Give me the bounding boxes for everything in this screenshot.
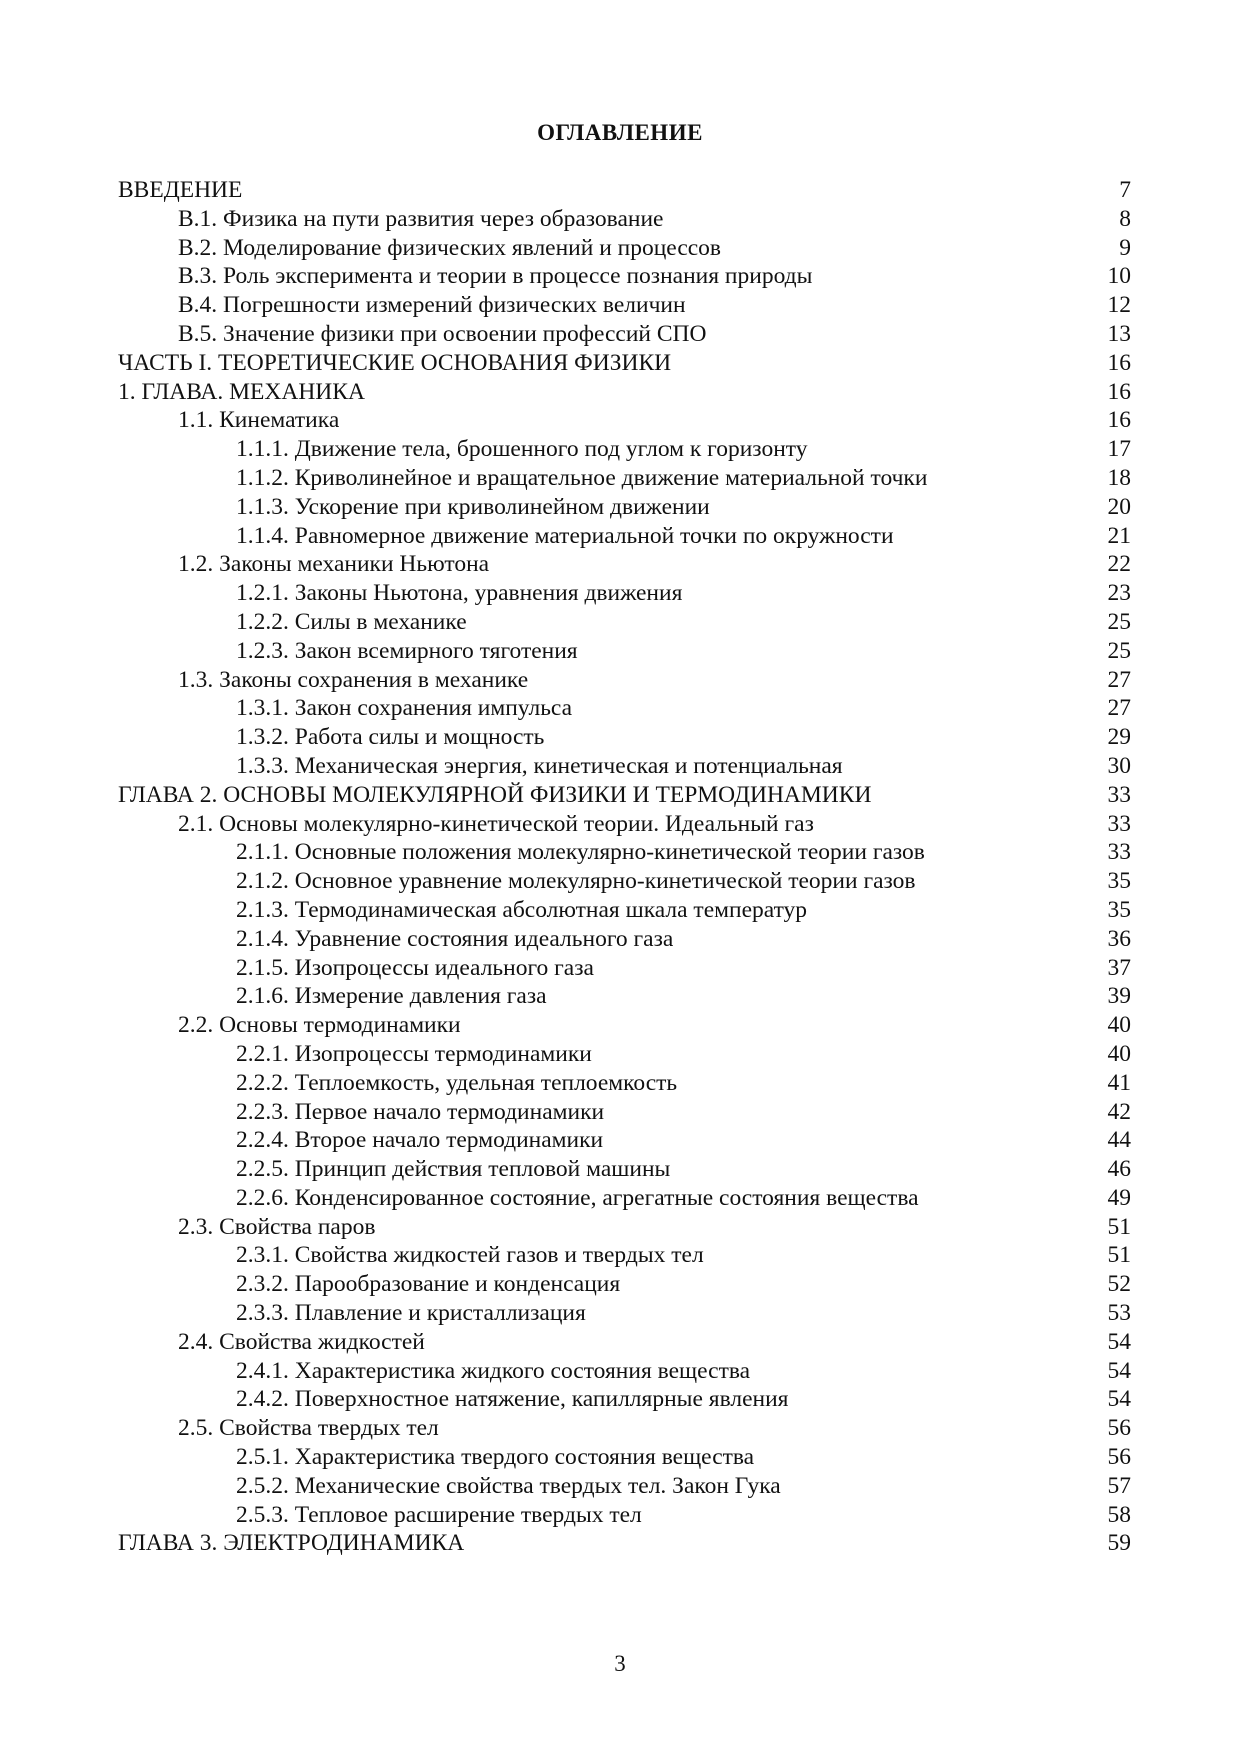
toc-entry[interactable] (118, 262, 1131, 291)
toc-entry-page: 17 (1107, 436, 1131, 463)
toc-entry[interactable] (118, 982, 1131, 1011)
toc-entry-title: ЧАСТЬ I. ТЕОРЕТИЧЕСКИЕ ОСНОВАНИЯ ФИЗИКИ (118, 349, 672, 376)
toc-entry-title: 2.4.2. Поверхностное натяжение, капиллярные явления (236, 1386, 789, 1413)
toc-entry[interactable] (118, 1098, 1131, 1127)
toc-entry-page: 41 (1107, 1069, 1131, 1096)
toc-entry[interactable] (118, 1385, 1131, 1414)
toc-entry-page: 30 (1107, 752, 1131, 779)
toc-entry-title: 1.1. Кинематика (178, 407, 340, 434)
toc-entry[interactable] (118, 1501, 1131, 1530)
toc-entry-title: 2.1.1. Основные положения молекулярно-кинетической теории газов (236, 839, 925, 866)
toc-entry[interactable] (118, 1299, 1131, 1328)
toc-entry-page: 56 (1107, 1444, 1131, 1471)
toc-entry[interactable] (118, 694, 1131, 723)
toc-entry-page: 51 (1107, 1242, 1131, 1269)
toc-entry-page: 21 (1107, 522, 1131, 549)
toc-entry[interactable] (118, 1529, 1131, 1558)
toc-entry-title: 2.5.1. Характеристика твердого состояния вещества (236, 1444, 755, 1471)
toc-entry-title: 2.3.2. Парообразование и конденсация (236, 1271, 621, 1298)
toc-entry-page: 57 (1107, 1472, 1131, 1499)
toc-entry-title: 1.3.2. Работа силы и мощность (236, 724, 545, 751)
toc-entry-title: 2.2.2. Теплоемкость, удельная теплоемкость (236, 1069, 678, 1096)
toc-entry-page: 35 (1107, 868, 1131, 895)
toc-entry-page: 27 (1107, 666, 1131, 693)
toc-entry-page: 49 (1107, 1184, 1131, 1211)
toc-entry-page: 58 (1107, 1501, 1131, 1528)
toc-entry-title: 1. ГЛАВА. МЕХАНИКА (118, 378, 365, 405)
toc-entry-title: 2.5. Свойства твердых тел (178, 1415, 439, 1442)
toc-entry-title: ГЛАВА 3. ЭЛЕКТРОДИНАМИКА (118, 1530, 465, 1557)
toc-entry-title: 2.5.3. Тепловое расширение твердых тел (236, 1501, 642, 1528)
toc-entry[interactable] (118, 723, 1131, 752)
toc-entry[interactable] (118, 608, 1131, 637)
toc-entry[interactable] (118, 810, 1131, 839)
toc-entry[interactable] (118, 550, 1131, 579)
toc-entry-title: 2.2.6. Конденсированное состояние, агрегатные состояния вещества (236, 1184, 919, 1211)
toc-entry[interactable] (118, 205, 1131, 234)
page-number: 3 (614, 1651, 626, 1676)
toc-entry-page: 40 (1107, 1012, 1131, 1039)
toc-entry-page: 59 (1107, 1530, 1131, 1557)
toc-entry-page: 53 (1107, 1300, 1131, 1327)
toc-entry-page: 33 (1107, 839, 1131, 866)
toc-entry-page: 54 (1107, 1357, 1131, 1384)
toc-entry-title: В.5. Значение физики при освоении профессий СПО (178, 320, 707, 347)
toc-entry[interactable] (118, 954, 1131, 983)
toc-entry-title: 2.1. Основы молекулярно-кинетической теории. Идеальный газ (178, 810, 814, 837)
toc-entry-title: 2.3. Свойства паров (178, 1213, 376, 1240)
toc-entry-title: 1.3.1. Закон сохранения импульса (236, 695, 573, 722)
toc-entry-page: 20 (1107, 493, 1131, 520)
toc-entry-page: 25 (1107, 637, 1131, 664)
toc-entry[interactable] (118, 349, 1131, 378)
toc-entry-title: В.2. Моделирование физических явлений и процессов (178, 234, 722, 261)
toc-entry-title: 2.1.3. Термодинамическая абсолютная шкала температур (236, 896, 808, 923)
toc-entry-page: 35 (1107, 896, 1131, 923)
toc-entry-title: 2.2.4. Второе начало термодинамики (236, 1127, 604, 1154)
toc-entry[interactable] (118, 234, 1131, 263)
toc-entry[interactable] (118, 1155, 1131, 1184)
toc-entry-title: 2.1.4. Уравнение состояния идеального газа (236, 925, 674, 952)
toc-entry-page: 12 (1107, 292, 1131, 319)
toc-entry-title: 2.5.2. Механические свойства твердых тел. Закон Гука (236, 1472, 781, 1499)
toc-entry[interactable] (118, 1184, 1131, 1213)
toc-entry[interactable] (118, 176, 1131, 205)
toc-entry-page: 36 (1107, 925, 1131, 952)
toc-entry[interactable] (118, 1126, 1131, 1155)
toc-entry-page: 10 (1107, 263, 1131, 290)
toc-entry-page: 52 (1107, 1271, 1131, 1298)
toc-entry[interactable] (118, 1241, 1131, 1270)
toc-entry[interactable] (118, 522, 1131, 551)
toc-entry-title: В.1. Физика на пути развития через образование (178, 205, 664, 232)
toc-entry[interactable] (118, 1270, 1131, 1299)
toc-entry-title: 1.1.2. Криволинейное и вращательное движение материальной точки (236, 464, 928, 491)
toc-entry-page: 44 (1107, 1127, 1131, 1154)
toc-entry-title: 2.1.2. Основное уравнение молекулярно-кинетической теории газов (236, 868, 916, 895)
toc-entry-page: 54 (1107, 1386, 1131, 1413)
toc-entry[interactable] (118, 406, 1131, 435)
toc-entry-page: 51 (1107, 1213, 1131, 1240)
table-of-contents (118, 176, 1131, 1558)
toc-entry-title: 1.2. Законы механики Ньютона (178, 551, 490, 578)
toc-entry-title: 2.1.5. Изопроцессы идеального газа (236, 954, 594, 981)
toc-entry-page: 23 (1107, 580, 1131, 607)
toc-entry[interactable] (118, 637, 1131, 666)
toc-entry-title: 1.1.3. Ускорение при криволинейном движении (236, 493, 710, 520)
toc-entry-title: ГЛАВА 2. ОСНОВЫ МОЛЕКУЛЯРНОЙ ФИЗИКИ И ТЕРМОДИНАМИКИ (118, 781, 872, 808)
toc-entry-title: 2.2.3. Первое начало термодинамики (236, 1098, 605, 1125)
toc-entry-title: 1.1.4. Равномерное движение материальной точки по окружности (236, 522, 894, 549)
toc-entry-page: 13 (1107, 320, 1131, 347)
toc-entry[interactable] (118, 579, 1131, 608)
toc-entry-title: ВВЕДЕНИЕ (118, 177, 243, 203)
toc-entry-title: 1.2.3. Закон всемирного тяготения (236, 637, 578, 664)
toc-entry[interactable] (118, 320, 1131, 349)
toc-entry-title: 1.2.1. Законы Ньютона, уравнения движения (236, 580, 683, 607)
toc-entry-page: 16 (1107, 349, 1131, 376)
toc-entry-title: 2.2. Основы термодинамики (178, 1012, 461, 1039)
toc-entry[interactable] (118, 1040, 1131, 1069)
toc-entry-page: 42 (1107, 1098, 1131, 1125)
toc-entry-title: 1.1.1. Движение тела, брошенного под углом к горизонту (236, 436, 808, 463)
toc-entry[interactable] (118, 1328, 1131, 1357)
toc-entry-title: В.3. Роль эксперимента и теории в процессе познания природы (178, 263, 813, 290)
toc-entry-title: 2.2.5. Принцип действия тепловой машины (236, 1156, 671, 1183)
toc-entry-title: В.4. Погрешности измерений физических величин (178, 292, 686, 319)
toc-entry-page: 56 (1107, 1415, 1131, 1442)
toc-entry-page: 33 (1107, 810, 1131, 837)
toc-entry[interactable] (118, 1069, 1131, 1098)
toc-entry[interactable] (118, 1472, 1131, 1501)
toc-entry[interactable] (118, 1213, 1131, 1242)
toc-entry[interactable] (118, 464, 1131, 493)
toc-entry[interactable] (118, 666, 1131, 695)
toc-entry-title: 2.4. Свойства жидкостей (178, 1328, 425, 1355)
toc-entry[interactable] (118, 781, 1131, 810)
toc-entry-page: 37 (1107, 954, 1131, 981)
toc-entry[interactable] (118, 838, 1131, 867)
toc-entry-page: 18 (1107, 464, 1131, 491)
toc-entry-page: 9 (1119, 234, 1131, 261)
toc-entry[interactable] (118, 435, 1131, 464)
toc-entry-title: 1.2.2. Силы в механике (236, 608, 467, 635)
toc-entry-title: 1.3. Законы сохранения в механике (178, 666, 529, 693)
toc-entry[interactable] (118, 493, 1131, 522)
toc-entry[interactable] (118, 1011, 1131, 1040)
toc-entry-title: 2.3.1. Свойства жидкостей газов и твердых тел (236, 1242, 704, 1269)
toc-entry-page: 33 (1107, 781, 1131, 808)
toc-entry[interactable] (118, 291, 1131, 320)
toc-entry-page: 16 (1107, 407, 1131, 434)
toc-entry-page: 25 (1107, 608, 1131, 635)
toc-entry[interactable] (118, 1443, 1131, 1472)
toc-entry-page: 7 (1119, 177, 1131, 203)
toc-entry-page: 40 (1107, 1040, 1131, 1067)
toc-entry-page: 46 (1107, 1156, 1131, 1183)
toc-entry-page: 16 (1107, 378, 1131, 405)
toc-entry[interactable] (118, 378, 1131, 407)
toc-entry-page: 8 (1119, 205, 1131, 232)
toc-entry[interactable] (118, 752, 1131, 781)
toc-entry-page: 39 (1107, 983, 1131, 1010)
toc-entry[interactable] (118, 896, 1131, 925)
toc-entry[interactable] (118, 925, 1131, 954)
page-title: ОГЛАВЛЕНИЕ (537, 120, 703, 145)
toc-entry-title: 2.4.1. Характеристика жидкого состояния вещества (236, 1357, 751, 1384)
toc-entry-title: 2.3.3. Плавление и кристаллизация (236, 1300, 586, 1327)
toc-entry-page: 27 (1107, 695, 1131, 722)
toc-entry[interactable] (118, 1357, 1131, 1386)
toc-entry-title: 2.1.6. Измерение давления газа (236, 983, 547, 1010)
toc-entry-title: 2.2.1. Изопроцессы термодинамики (236, 1040, 592, 1067)
toc-entry-title: 1.3.3. Механическая энергия, кинетическая и потенциальная (236, 752, 843, 779)
toc-entry-page: 29 (1107, 724, 1131, 751)
toc-entry-page: 22 (1107, 551, 1131, 578)
toc-entry[interactable] (118, 867, 1131, 896)
toc-entry[interactable] (118, 1414, 1131, 1443)
toc-entry-page: 54 (1107, 1328, 1131, 1355)
